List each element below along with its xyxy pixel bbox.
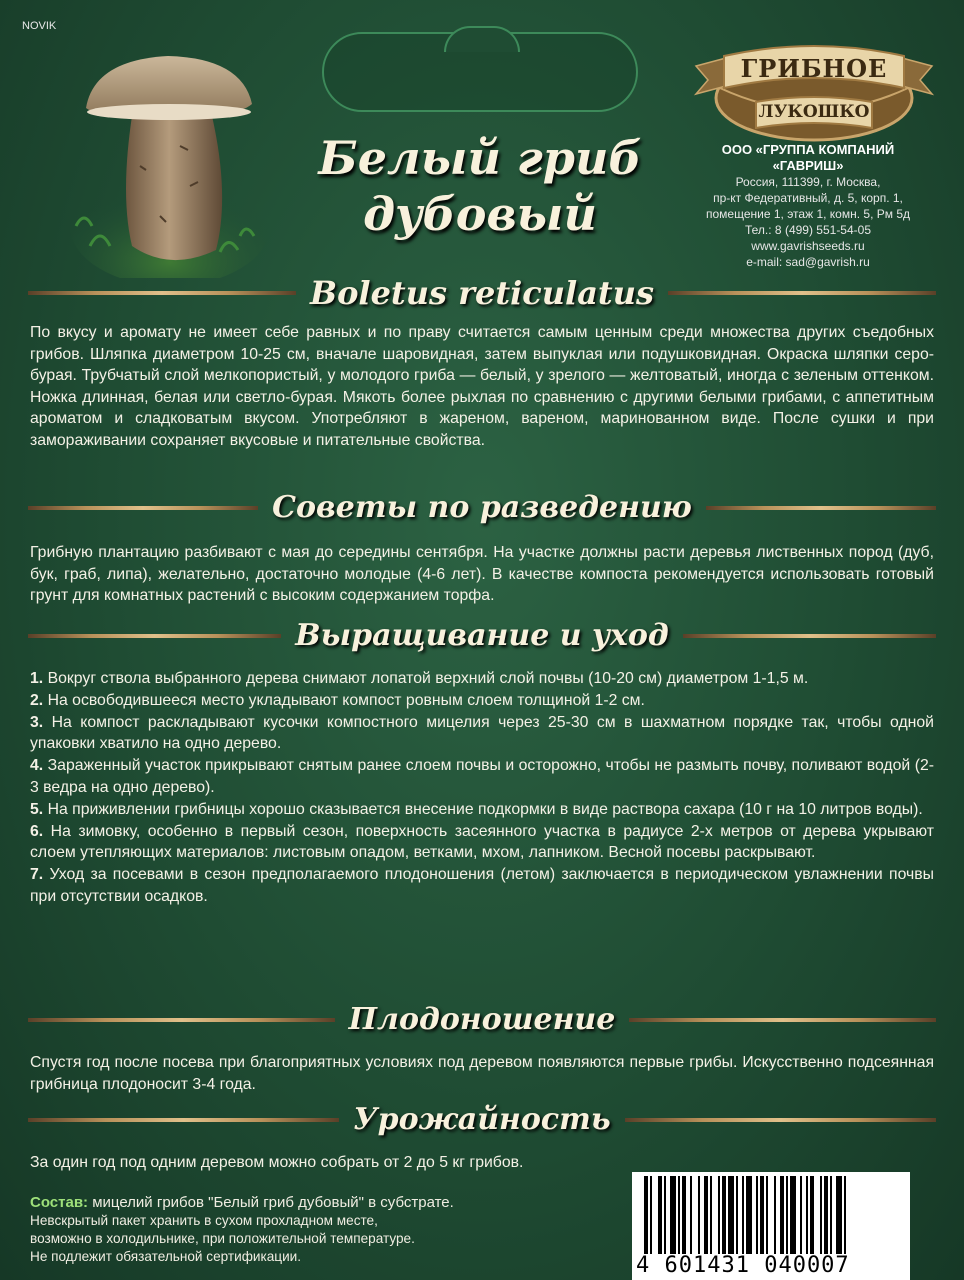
title-line-1: Белый гриб — [318, 131, 642, 185]
barcode-bar — [836, 1176, 842, 1254]
barcode-bar — [728, 1176, 734, 1254]
description-text: По вкусу и аромату не имеет себе равных и по праву считается самым ценным среди множества других съедобных грибов. Шляпка диаметром 10-25 см, вначале шаровидная, затем выпуклая или подушковидная. Окраска шляпки серо-бурая. Трубчатый слой мелкопористый, у молодого гриба — белый, у зрелого — желтоватый, иногда с зеленым оттенком. Ножка длинная, белая или светло-бурая. Мякоть более рыхлая по сравнению с другими белыми грибами, с аппетитным ароматом и сладковатым вкусом. Употребляют в жареном, вареном, маринованном виде. После сушки и при замораживании сохраняет вкусовые и питательные свойства. — [30, 324, 934, 449]
storage-line-1: Невскрытый пакет хранить в сухом прохладном месте, — [30, 1213, 378, 1228]
mushroom-illustration — [70, 46, 270, 278]
company-name-2: «ГАВРИШ» — [772, 158, 844, 173]
barcode-bar — [736, 1176, 738, 1254]
fruiting-heading — [28, 1002, 936, 1037]
barcode-bar — [682, 1176, 686, 1254]
barcode-bar — [722, 1176, 726, 1254]
company-address-3: помещение 1, этаж 1, комн. 5, Рм 5д — [706, 207, 910, 221]
fruiting-heading-text: Плодоношение — [348, 1002, 616, 1037]
barcode-bar — [756, 1176, 758, 1254]
company-phone: Тел.: 8 (499) 551-54-05 — [745, 223, 871, 237]
barcode-bar — [650, 1176, 652, 1254]
care-heading — [28, 618, 936, 653]
care-step: 4. Зараженный участок прикрывают снятым ранее слоем почвы и осторожно, чтобы не размыть почву, поливают водой (2-3 ведра на одно дерево). — [30, 757, 934, 796]
company-address-1: Россия, 111399, г. Москва, — [735, 175, 881, 189]
care-step: 5. На приживлении грибницы хорошо сказывается внесение подкормки в виде раствора сахара (10 г на 10 литров воды). — [30, 800, 923, 818]
barcode-bar — [746, 1176, 752, 1254]
care-step: 7. Уход за посевами в сезон предполагаемого плодоношения (летом) заключается в периодическом увлажнении почвы при отсутствии осадков. — [30, 866, 934, 905]
barcode-bar — [774, 1176, 776, 1254]
breeding-heading-text: Советы по разведению — [272, 490, 692, 525]
barcode-bar — [800, 1176, 802, 1254]
brand-logo — [686, 36, 942, 146]
brand-corner-label: NOVIK — [22, 20, 57, 32]
barcode-bar — [786, 1176, 788, 1254]
yield-text: За один год под одним деревом можно собрать от 2 до 5 кг грибов. — [30, 1154, 524, 1171]
barcode-bar — [664, 1176, 666, 1254]
latin-name-heading — [28, 274, 936, 312]
barcode-bar — [760, 1176, 764, 1254]
certification-note: Не подлежит обязательной сертификации. — [30, 1249, 302, 1264]
composition-block — [30, 1194, 630, 1266]
latin-name: Boletus reticulatus — [310, 274, 654, 312]
barcode-bar — [670, 1176, 676, 1254]
care-steps-list — [30, 668, 934, 908]
fruiting-text: Спустя год после посева при благоприятных условиях под деревом появляются первые грибы. Искусственно подсеянная грибница плодоносит 3-4 года. — [30, 1054, 934, 1093]
breeding-heading — [28, 490, 936, 525]
barcode-bar — [644, 1176, 648, 1254]
yield-heading-text: Урожайность — [353, 1102, 611, 1137]
barcode-bar — [830, 1176, 832, 1254]
yield-heading — [28, 1102, 936, 1137]
barcode-bar — [790, 1176, 796, 1254]
barcode-bar — [698, 1176, 700, 1254]
barcode-bar — [742, 1176, 744, 1254]
barcode — [632, 1172, 910, 1280]
barcode-bar — [844, 1176, 846, 1254]
barcode-bar — [678, 1176, 680, 1254]
barcode-bar — [658, 1176, 662, 1254]
product-title — [290, 130, 670, 242]
company-address-2: пр-кт Федеративный, д. 5, корп. 1, — [713, 191, 903, 205]
care-step: 6. На зимовку, особенно в первый сезон, поверхность засеянного участка в радиусе 2-х метров от дерева укрывают слоем утепляющих материалов: листовым опадом, ветками, мхом, лапником. Весной посевы раскрывают. — [30, 822, 934, 862]
logo-text-line-1: ГРИБНОЕ — [740, 54, 888, 83]
hang-tab-cutout — [322, 32, 638, 112]
barcode-bar — [766, 1176, 768, 1254]
barcode-bar — [690, 1176, 692, 1254]
barcode-bar — [820, 1176, 822, 1254]
care-step: 3. На компост раскладывают кусочки компостного мицелия через 25-30 см в шахматном порядке так, чтобы одной упаковки хватило на одно дерево. — [30, 713, 935, 753]
care-heading-text: Выращивание и уход — [295, 618, 669, 653]
care-step: 1. Вокруг ствола выбранного дерева снимают лопатой верхний слой почвы (10-20 см) диаметром 1-1,5 м. — [30, 670, 809, 687]
basket-logo-icon — [686, 36, 942, 146]
breeding-text: Грибную плантацию разбивают с мая до середины сентября. На участке должны расти деревья лиственных пород (дуб, бук, граб, липа), желательно, достаточно молодые (4-6 лет). В качестве компоста рекомендуется использовать готовый грунт для комнатных растений с высоким содержанием торфа. — [30, 544, 934, 605]
composition-label: Состав: — [30, 1194, 89, 1211]
storage-line-2: возможно в холодильнике, при положительной температуре. — [30, 1231, 415, 1246]
barcode-bar — [810, 1176, 814, 1254]
barcode-bar — [718, 1176, 720, 1254]
company-email: e-mail: sad@gavrish.ru — [746, 255, 870, 269]
barcode-bar — [710, 1176, 712, 1254]
composition-value: мицелий грибов "Белый гриб дубовый" в субстрате. — [92, 1194, 454, 1211]
company-info — [668, 142, 948, 270]
barcode-digits: 4 601431 040007 — [636, 1253, 850, 1278]
barcode-bar — [824, 1176, 828, 1254]
logo-text-line-2: ЛУКОШКО — [758, 102, 870, 122]
title-line-2: дубовый — [363, 187, 597, 241]
barcode-bars — [642, 1176, 900, 1254]
barcode-bar — [780, 1176, 784, 1254]
care-step: 2. На освободившееся место укладывают компост ровным слоем толщиной 1-2 см. — [30, 691, 645, 709]
company-name-1: ООО «ГРУППА КОМПАНИЙ — [721, 142, 895, 157]
company-website: www.gavrishseeds.ru — [751, 239, 865, 253]
barcode-bar — [806, 1176, 808, 1254]
barcode-bar — [704, 1176, 708, 1254]
